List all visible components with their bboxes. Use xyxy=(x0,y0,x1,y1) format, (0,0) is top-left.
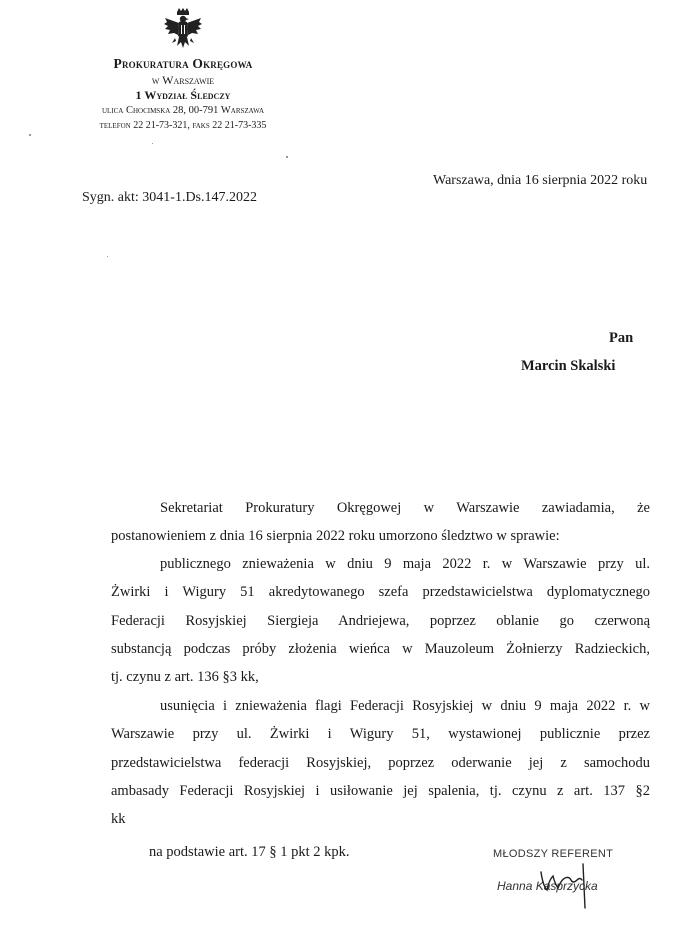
item1-line: Federacji Rosyjskiej Siergieja Andriejewa, poprzez oblanie go czerwoną xyxy=(111,613,650,629)
case-reference-number: Sygn. akt: 3041-1.Ds.147.2022 xyxy=(82,190,257,205)
item1-line: Żwirki i Wigury 51 akredytowanego szefa przedstawicielstwa dyplomatycznego xyxy=(111,584,650,600)
department-name: 1 Wydział Śledczy xyxy=(135,88,231,102)
item2-line: ambasady Federacji Rosyjskiej i usiłowanie jej spalenia, tj. czynu z art. 137 §2 xyxy=(111,783,650,799)
office-city: w Warszawie xyxy=(151,73,215,87)
legal-basis: na podstawie art. 17 § 1 pkt 2 kpk. xyxy=(149,844,350,860)
office-address: ulica Chocimska 28, 00-791 Warszawa xyxy=(101,105,265,116)
intro-line: Sekretariat Prokuratury Okręgowej w Warszawie zawiadamia, że xyxy=(160,500,650,516)
recipient-salutation: Pan xyxy=(609,330,634,346)
signatory-name: Hanna Kasprzycka xyxy=(497,879,598,893)
item1-line: publicznego znieważenia w dniu 9 maja 2022 r. w Warszawie przy ul. xyxy=(160,556,650,572)
item1-line: tj. czynu z art. 136 §3 kk, xyxy=(111,669,259,685)
office-name: Prokuratura Okręgowa xyxy=(113,56,253,71)
recipient-name: Marcin Skalski xyxy=(521,358,616,374)
scan-speck xyxy=(152,143,153,144)
place-and-date: Warszawa, dnia 16 sierpnia 2022 roku xyxy=(433,173,648,188)
item1-line: substancją podczas próby złożenia wieńca w Mauzoleum Żołnierzy Radzieckich, xyxy=(111,641,650,657)
item2-line: przedstawicielstwa federacji Rosyjskiej, poprzez oderwanie jej z samochodu xyxy=(111,755,650,771)
intro-line: postanowieniem z dnia 16 sierpnia 2022 roku umorzono śledztwo w sprawie: xyxy=(111,528,560,544)
item2-line: usunięcia i znieważenia flagi Federacji Rosyjskiej w dniu 9 maja 2022 r. w xyxy=(160,698,650,714)
item2-line: kk xyxy=(111,811,126,827)
scan-speck xyxy=(107,256,108,257)
scan-speck xyxy=(286,156,288,158)
eagle-emblem-icon xyxy=(163,8,203,54)
signatory-title: MŁODSZY REFERENT xyxy=(493,848,614,860)
handwritten-signature-icon xyxy=(525,850,605,910)
item2-line: Warszawie przy ul. Żwirki i Wigury 51, wystawionej publicznie przez xyxy=(111,726,650,742)
scan-speck xyxy=(29,134,31,136)
office-phone-fax: telefon 22 21-73-321, faks 22 21-73-335 xyxy=(99,120,267,131)
